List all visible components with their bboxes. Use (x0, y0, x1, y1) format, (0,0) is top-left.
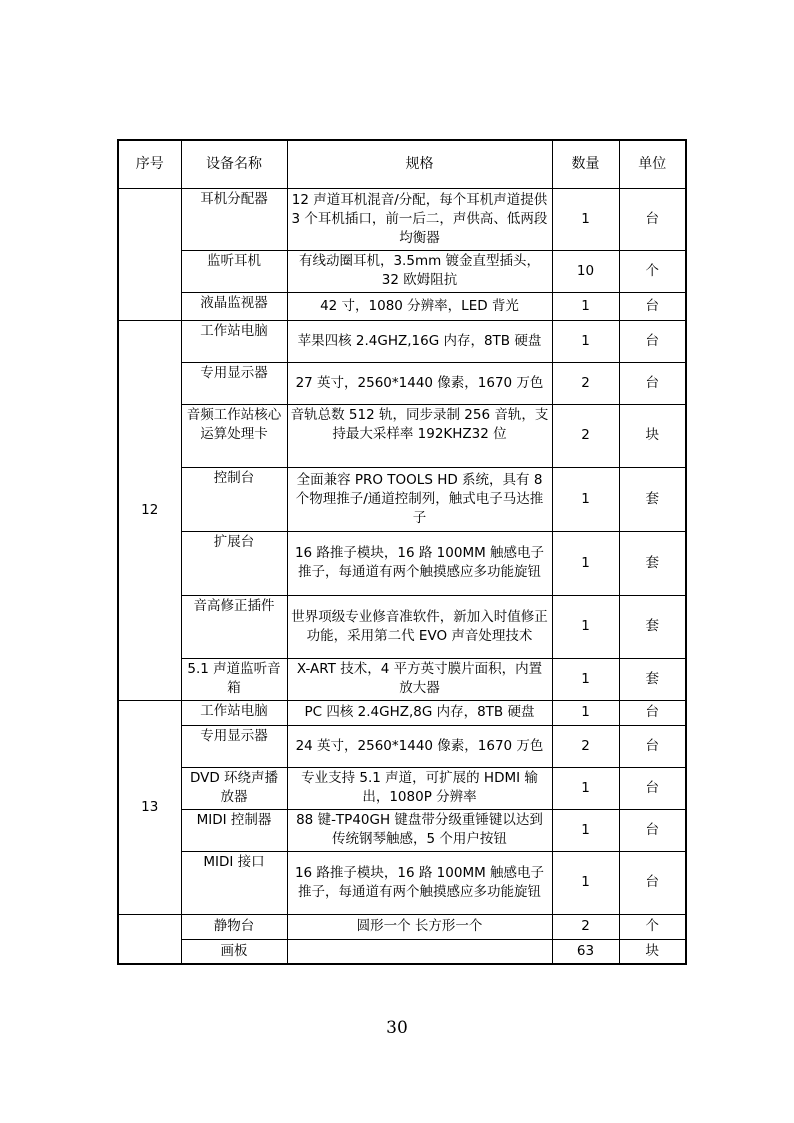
equipment-name: MIDI 控制器 (181, 809, 287, 851)
equipment-name: 音频工作站核心运算处理卡 (181, 404, 287, 467)
table-row (118, 531, 686, 595)
table-row (118, 404, 686, 467)
header-seq: 序号 (118, 140, 181, 188)
equipment-spec: 42 寸，1080 分辨率，LED 背光 (287, 292, 552, 320)
equipment-name: 监听耳机 (181, 250, 287, 292)
equipment-table (117, 139, 687, 965)
equipment-unit: 台 (619, 362, 686, 404)
page-number: 30 (386, 1018, 408, 1038)
equipment-unit: 台 (619, 320, 686, 362)
equipment-qty: 2 (552, 914, 619, 939)
equipment-spec: 16 路推子模块，16 路 100MM 触感电子推子，每通道有两个触摸感应多功能旋钮 (287, 531, 552, 595)
equipment-name: 5.1 声道监听音箱 (181, 658, 287, 700)
equipment-qty: 1 (552, 851, 619, 914)
equipment-unit: 台 (619, 851, 686, 914)
header-spec: 规格 (287, 140, 552, 188)
equipment-unit: 套 (619, 595, 686, 658)
equipment-unit: 套 (619, 531, 686, 595)
table-row (118, 320, 686, 362)
equipment-name: 专用显示器 (181, 725, 287, 767)
seq-cell: 13 (118, 700, 181, 914)
equipment-spec: 专业支持 5.1 声道，可扩展的 HDMI 输出，1080P 分辨率 (287, 767, 552, 809)
equipment-spec: 16 路推子模块，16 路 100MM 触感电子推子，每通道有两个触摸感应多功能旋钮 (287, 851, 552, 914)
equipment-spec: 24 英寸，2560*1440 像素，1670 万色 (287, 725, 552, 767)
equipment-spec: 音轨总数 512 轨，同步录制 256 音轨，支持最大采样率 192KHZ32 位 (287, 404, 552, 467)
equipment-spec: 有线动圈耳机，3.5mm 镀金直型插头，32 欧姆阻抗 (287, 250, 552, 292)
equipment-name: 耳机分配器 (181, 188, 287, 250)
equipment-name: 扩展台 (181, 531, 287, 595)
table-row (118, 658, 686, 700)
table-row (118, 914, 686, 939)
table-row (118, 725, 686, 767)
table-row (118, 809, 686, 851)
equipment-qty: 63 (552, 939, 619, 964)
equipment-name: 音高修正插件 (181, 595, 287, 658)
table-row (118, 250, 686, 292)
equipment-unit: 台 (619, 725, 686, 767)
equipment-qty: 1 (552, 188, 619, 250)
equipment-name: 液晶监视器 (181, 292, 287, 320)
equipment-spec: 27 英寸，2560*1440 像素，1670 万色 (287, 362, 552, 404)
equipment-spec: 圆形一个 长方形一个 (287, 914, 552, 939)
seq-cell-empty (118, 188, 181, 320)
equipment-qty: 2 (552, 404, 619, 467)
equipment-name: 静物台 (181, 914, 287, 939)
equipment-unit: 台 (619, 292, 686, 320)
equipment-unit: 台 (619, 809, 686, 851)
equipment-qty: 1 (552, 467, 619, 531)
seq-cell-empty (118, 914, 181, 964)
table-row (118, 939, 686, 964)
equipment-qty: 1 (552, 292, 619, 320)
equipment-qty: 1 (552, 700, 619, 725)
equipment-qty: 2 (552, 362, 619, 404)
equipment-unit: 台 (619, 188, 686, 250)
seq-cell: 12 (118, 320, 181, 700)
equipment-unit: 台 (619, 700, 686, 725)
equipment-qty: 1 (552, 809, 619, 851)
equipment-name: 工作站电脑 (181, 320, 287, 362)
equipment-spec: 全面兼容 PRO TOOLS HD 系统，具有 8 个物理推子/通道控制列，触式电子马达推子 (287, 467, 552, 531)
equipment-spec: PC 四核 2.4GHZ,8G 内存，8TB 硬盘 (287, 700, 552, 725)
equipment-name: 画板 (181, 939, 287, 964)
equipment-spec: X-ART 技术，4 平方英寸膜片面积，内置放大器 (287, 658, 552, 700)
equipment-unit: 套 (619, 467, 686, 531)
equipment-name: DVD 环绕声播放器 (181, 767, 287, 809)
equipment-unit: 块 (619, 404, 686, 467)
equipment-qty: 2 (552, 725, 619, 767)
equipment-spec: 世界项级专业修音准软件，新加入时值修正功能，采用第二代 EVO 声音处理技术 (287, 595, 552, 658)
equipment-spec (287, 939, 552, 964)
equipment-spec: 12 声道耳机混音/分配，每个耳机声道提供 3 个耳机插口，前一后二，声供高、低两段均衡器 (287, 188, 552, 250)
equipment-spec: 苹果四核 2.4GHZ,16G 内存，8TB 硬盘 (287, 320, 552, 362)
equipment-qty: 1 (552, 320, 619, 362)
equipment-name: 专用显示器 (181, 362, 287, 404)
equipment-unit: 块 (619, 939, 686, 964)
table-row (118, 362, 686, 404)
header-qty: 数量 (552, 140, 619, 188)
equipment-spec: 88 键-TP40GH 键盘带分级重锤键以达到传统钢琴触感，5 个用户按钮 (287, 809, 552, 851)
equipment-qty: 1 (552, 658, 619, 700)
equipment-name: MIDI 接口 (181, 851, 287, 914)
equipment-unit: 个 (619, 914, 686, 939)
equipment-qty: 1 (552, 595, 619, 658)
equipment-unit: 个 (619, 250, 686, 292)
equipment-unit: 台 (619, 767, 686, 809)
table-row (118, 595, 686, 658)
table-header-row (118, 140, 686, 188)
table-row (118, 851, 686, 914)
header-unit: 单位 (619, 140, 686, 188)
equipment-name: 控制台 (181, 467, 287, 531)
equipment-qty: 1 (552, 767, 619, 809)
equipment-unit: 套 (619, 658, 686, 700)
equipment-qty: 1 (552, 531, 619, 595)
equipment-qty: 10 (552, 250, 619, 292)
table-row (118, 700, 686, 725)
table-row (118, 467, 686, 531)
table-row (118, 188, 686, 250)
equipment-name: 工作站电脑 (181, 700, 287, 725)
header-name: 设备名称 (181, 140, 287, 188)
table-row (118, 767, 686, 809)
table-row (118, 292, 686, 320)
